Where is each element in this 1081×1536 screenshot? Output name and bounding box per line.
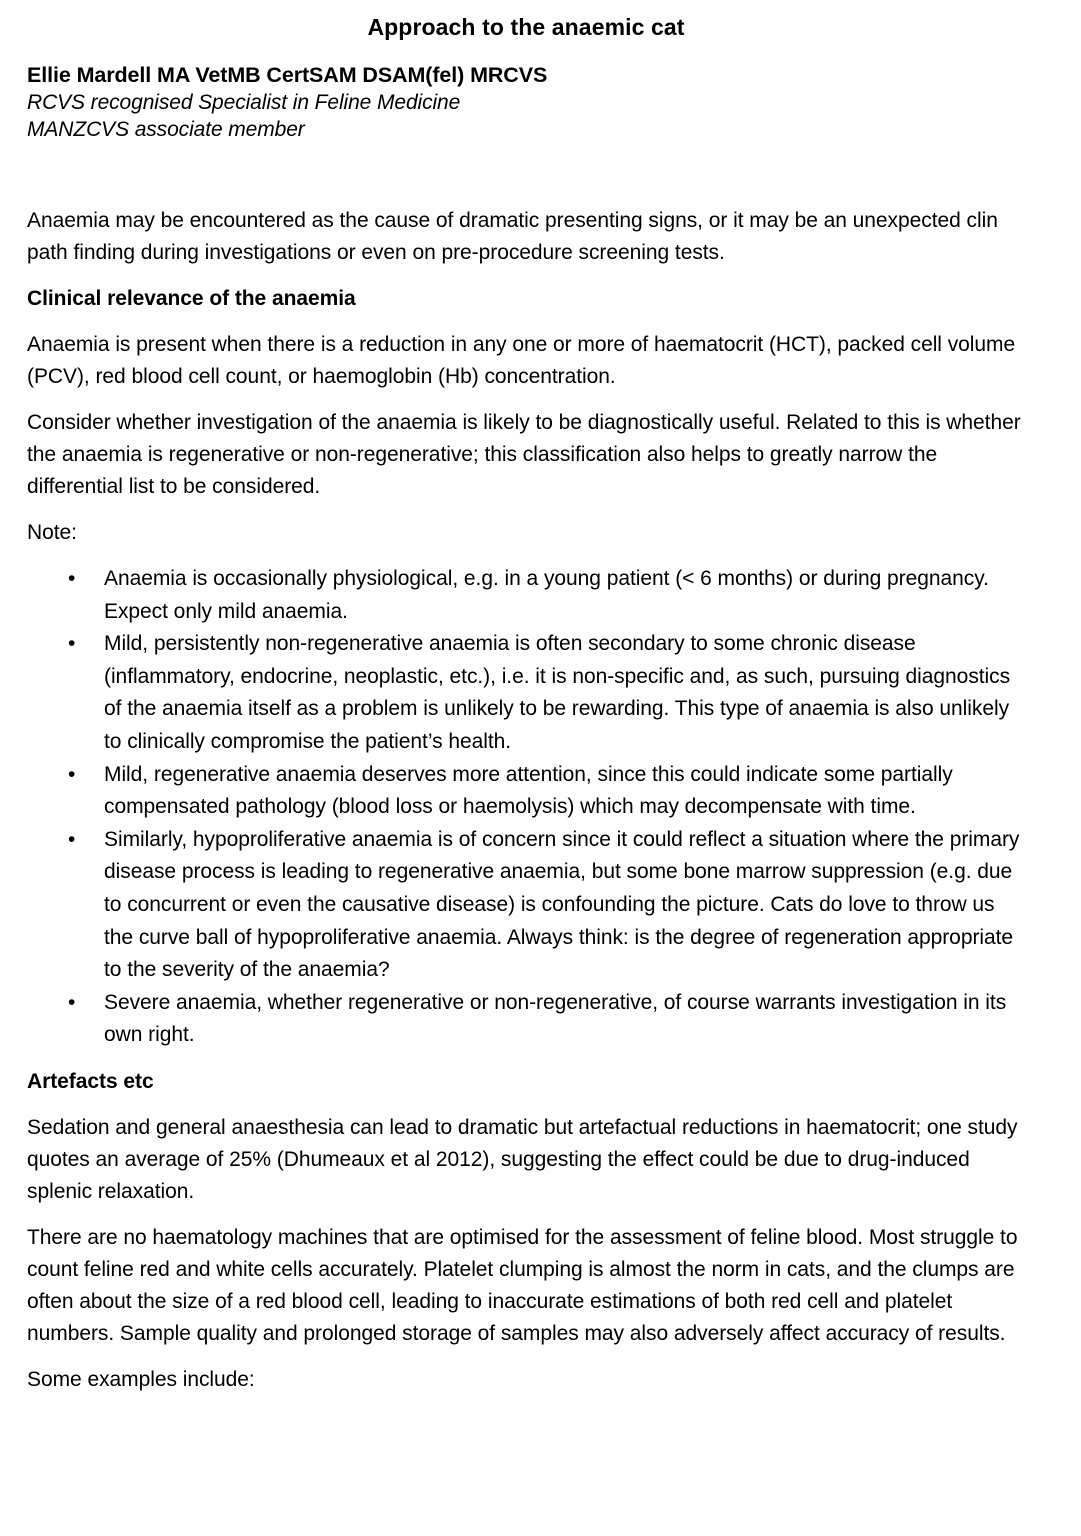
list-item-text: Mild, persistently non-regenerative anaemia is often secondary to some chronic disease (inflammatory, endocrine, neoplastic, etc.), i.e. it is non-specific and, as such, pursuing diagnostics of the anaemia itself as a problem is unlikely to be rewarding. This type of anaemia is also unlikely to clinically compromise the patient’s health. — [104, 632, 1011, 753]
author-credential-line-2: MANZCVS associate member — [27, 118, 305, 141]
bullet-icon: • — [68, 827, 76, 851]
list-item — [27, 628, 1025, 758]
spacer — [27, 1350, 1025, 1364]
spacer — [27, 1052, 1025, 1066]
spacer — [27, 1208, 1025, 1222]
spacer — [27, 315, 1025, 329]
list-item — [27, 824, 1025, 987]
page-title: Approach to the anaemic cat — [367, 14, 685, 40]
bullet-icon: • — [68, 567, 76, 590]
note-label: Note: — [27, 521, 77, 544]
list-item — [27, 987, 1025, 1052]
list-item — [27, 759, 1025, 824]
note-bullet-list — [27, 563, 1025, 1052]
list-item-text: Mild, regenerative anaemia deserves more attention, since this could indicate some partially compensated pathology (blood loss or haemolysis) which may decompensate with time. — [104, 762, 953, 819]
list-item-text: Severe anaemia, whether regenerative or non-regenerative, of course warrants investigation in its own right. — [104, 990, 1007, 1047]
bullet-icon: • — [68, 632, 76, 656]
author-credential-line-1: RCVS recognised Specialist in Feline Medicine — [27, 91, 461, 114]
spacer-after-author — [27, 143, 1025, 205]
bullet-icon: • — [68, 762, 76, 786]
spacer — [27, 503, 1025, 517]
spacer — [27, 269, 1025, 283]
artefacts-paragraph-1: Sedation and general anaesthesia can lead to dramatic but artefactual reductions in haematocrit; one study quotes an average of 25% (Dhumeaux et al 2012), suggesting the effect could be due to drug-induced splenic relaxation. — [27, 1115, 1018, 1203]
spacer — [27, 393, 1025, 407]
section-heading-artefacts: Artefacts etc — [27, 1069, 154, 1093]
artefacts-paragraph-2: There are no haematology machines that are optimised for the assessment of feline blood. Most struggle to count feline red and white cells accurately. Platelet clumping is almost the norm in cats, and the clumps are often about the size of a red blood cell, leading to inaccurate estimations of both red cell and platelet numbers. Sample quality and prolonged storage of samples may also adversely affect accuracy of results. — [27, 1225, 1018, 1345]
clinical-relevance-paragraph-1: Anaemia is present when there is a reduction in any one or more of haematocrit (HCT), packed cell volume (PCV), red blood cell count, or haemoglobin (Hb) concentration. — [27, 333, 1016, 388]
spacer — [27, 1098, 1025, 1112]
intro-paragraph: Anaemia may be encountered as the cause of dramatic presenting signs, or it may be an unexpected clin path finding during investigations or even on pre-procedure screening tests. — [27, 209, 998, 264]
author-name: Ellie Mardell MA VetMB CertSAM DSAM(fel) MRCVS — [27, 63, 548, 87]
artefacts-paragraph-3: Some examples include: — [27, 1367, 255, 1391]
list-item-text: Anaemia is occasionally physiological, e.g. in a young patient (< 6 months) or during pregnancy. Expect only mild anaemia. — [104, 567, 989, 623]
list-item — [27, 563, 1025, 628]
clinical-relevance-paragraph-2: Consider whether investigation of the anaemia is likely to be diagnostically useful. Related to this is whether the anaemia is regenerative or non-regenerative; this classification also helps to greatly narrow the differential list to be considered. — [27, 411, 1021, 498]
list-item-text: Similarly, hypoproliferative anaemia is of concern since it could reflect a situation where the primary disease process is leading to regenerative anaemia, but some bone marrow suppression (e.g. due to concurrent or even the causative disease) is confounding the picture. Cats do love to throw us the curve ball of hypoproliferative anaemia. Always think: is the degree of regeneration appropriate to the severity of the anaemia? — [104, 827, 1020, 982]
spacer — [27, 549, 1025, 563]
bullet-icon: • — [68, 990, 76, 1014]
section-heading-clinical-relevance: Clinical relevance of the anaemia — [27, 287, 356, 310]
author-block — [27, 62, 1025, 143]
